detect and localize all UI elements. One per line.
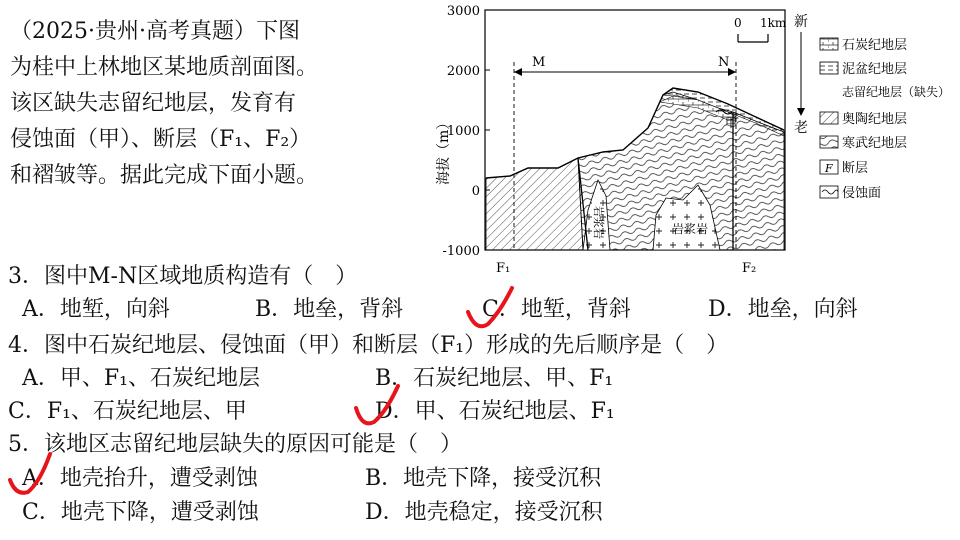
question-3-stem: 3．图中M-N区域地质构造有（ ） (8, 264, 358, 289)
label-m: M (532, 55, 546, 70)
label-magma: 岩浆岩 (672, 222, 709, 236)
checkmark-icon (350, 382, 410, 432)
q5-option-d[interactable]: D．地壳稳定，接受沉积 (365, 500, 603, 525)
scale-zero: 0 (734, 16, 742, 30)
q4-option-c[interactable]: C．F₁、石炭纪地层、甲 (8, 399, 247, 424)
arrow-down-icon (797, 108, 805, 116)
y-tick-label: 3000 (446, 4, 480, 19)
label-f1: F₁ (496, 261, 511, 276)
question-4-stem: 4．图中石炭纪地层、侵蚀面（甲）和断层（F₁）形成的先后顺序是（ ） (8, 333, 729, 358)
q3-option-b[interactable]: B．地垒，背斜 (255, 297, 404, 322)
intro-line: 侵蚀面（甲）、断层（F₁、F₂） (10, 127, 312, 152)
y-axis-label: 海拔（m） (436, 115, 452, 185)
intro-line: 该区缺失志留纪地层，发育有 (10, 91, 297, 116)
q5-option-b[interactable]: B．地壳下降，接受沉积 (365, 466, 602, 491)
legend-item: 侵蚀面 (842, 186, 882, 201)
legend-item: 泥盆纪地层 (842, 62, 908, 77)
age-old: 老 (794, 120, 808, 136)
q5-option-a[interactable]: A．地壳抬升，遭受剥蚀 (22, 466, 258, 491)
label-f2: F₂ (742, 261, 757, 276)
q4-option-d[interactable]: D．甲、石炭纪地层、F₁ (375, 399, 615, 424)
y-tick-label: 2000 (446, 64, 480, 79)
y-tick-label: -1000 (442, 244, 480, 259)
q4-option-a[interactable]: A．甲、F₁、石炭纪地层 (22, 366, 260, 391)
question-5-stem: 5．该地区志留纪地层缺失的原因可能是（ ） (8, 432, 462, 457)
y-tick-label: 0 (471, 184, 480, 199)
fault-glyph: F (825, 162, 833, 175)
intro-line: 为桂中上林地区某地质剖面图。 (10, 55, 319, 80)
legend-item: 断层 (842, 161, 869, 176)
intro-line: 和褶皱等。据此完成下面小题。 (10, 163, 319, 188)
q3-option-a[interactable]: A．地堑，向斜 (22, 297, 170, 322)
question-intro (10, 14, 415, 194)
q4-option-b[interactable]: B．石炭纪地层、甲、F₁ (375, 366, 614, 391)
label-magma-vertical: 岩浆岩 (592, 206, 605, 239)
checkmark-icon (4, 450, 64, 500)
legend-item: 寒武纪地层 (842, 136, 908, 151)
y-tick-label: 1000 (446, 124, 480, 139)
q3-option-c[interactable]: C．地堑，背斜 (482, 297, 631, 322)
legend (820, 37, 950, 201)
age-arrow (794, 14, 808, 136)
q3-option-d[interactable]: D．地垒，向斜 (708, 297, 858, 322)
scale-km: 1km (760, 16, 787, 30)
age-new: 新 (794, 14, 808, 30)
label-n: N (718, 55, 730, 70)
q5-option-c[interactable]: C．地壳下降，遭受剥蚀 (22, 500, 259, 525)
y-axis (435, 4, 490, 259)
label-jia: 甲 (725, 116, 738, 130)
geologic-cross-section (428, 0, 951, 282)
checkmark-icon (462, 284, 522, 334)
legend-item: 志留纪地层（缺失） (842, 85, 951, 99)
legend-item: 石炭纪地层 (842, 38, 908, 53)
legend-item: 奥陶纪地层 (842, 112, 908, 127)
intro-line: （2025·贵州·高考真题）下图 (10, 19, 300, 44)
